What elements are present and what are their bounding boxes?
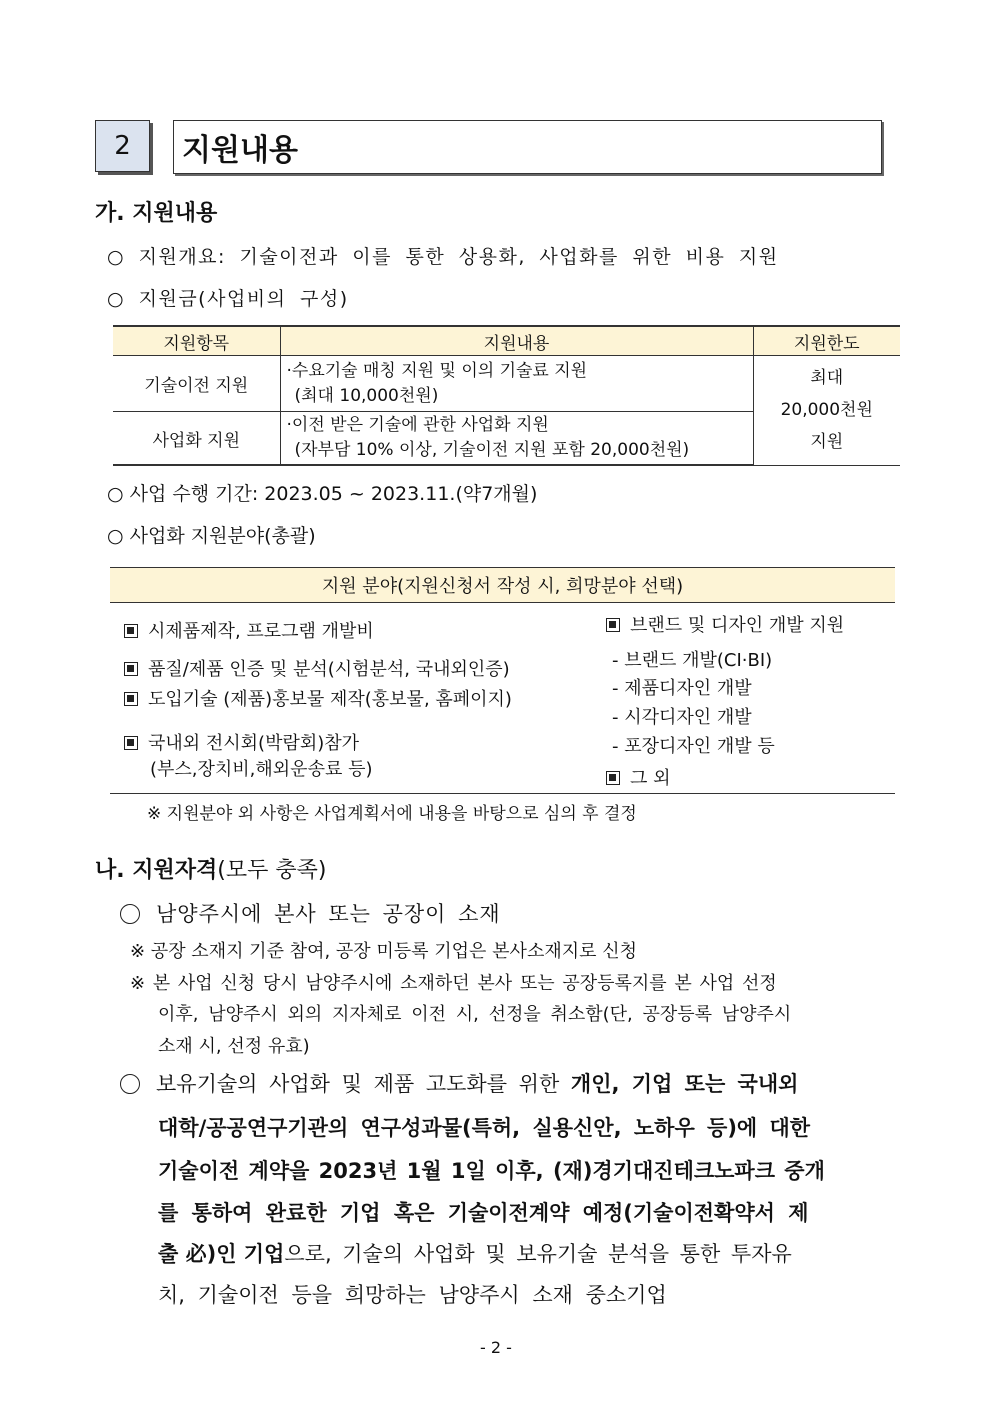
support-composition: ○ 지원금(사업비의 구성) (107, 288, 349, 310)
support-table (113, 325, 900, 466)
sub-b-heading-bold: 나. 지원자격 (95, 858, 218, 883)
table-header-content: 지원내용 (280, 326, 753, 356)
field-item (124, 655, 510, 681)
eligibility-item-2-line: 치, 기술이전 등을 희망하는 남양주시 소재 중소기업 (158, 1283, 667, 1307)
eligibility-note-2-line: 소재 시, 선정 유효) (158, 1036, 310, 1057)
project-period: ○ 사업 수행 기간: 2023.05 ~ 2023.11.(약7개월) (107, 483, 538, 505)
sub-a-heading: 가. 지원내용 (95, 201, 218, 226)
eligibility-item-2-line (158, 1238, 792, 1268)
page-number: - 2 - (480, 1338, 512, 1357)
row-item-tech-transfer: 기술이전 지원 (113, 356, 280, 412)
field-item (124, 685, 512, 711)
section-number: 2 (95, 120, 150, 172)
row-desc-commercialization (280, 412, 753, 466)
field-item-label: 브랜드 및 디자인 개발 지원 (630, 615, 845, 636)
checkbox-icon (606, 618, 620, 632)
circle-bullet-icon (120, 904, 140, 924)
circle-bullet-icon (120, 1074, 140, 1094)
row-desc-tech-transfer (280, 356, 753, 412)
eligibility-note-2-line: ※ 본 사업 신청 당시 남양주시에 소재하던 본사 또는 공장등록지를 본 사업 선정 (130, 973, 777, 994)
field-item-label: 도입기술 (제품)홍보물 제작(홍보물, 홈페이지) (148, 689, 512, 710)
eligibility-item-2-bold: 개인, 기업 또는 국내외 (570, 1072, 799, 1096)
checkbox-icon (124, 692, 138, 706)
support-overview: ○ 지원개요: 기술이전과 이를 통한 상용화, 사업화를 위한 비용 지원 (107, 246, 779, 268)
eligibility-item-2-line: 기술이전 계약을 2023년 1월 1일 이후, (재)경기대진테크노파크 중개 (158, 1159, 825, 1183)
support-fields-header: 지원 분야(지원신청서 작성 시, 희망분야 선택) (110, 567, 895, 603)
checkbox-icon (124, 662, 138, 676)
section-title-text: 지원내용 (182, 133, 298, 168)
sub-b-heading-rest: (모두 충족) (217, 858, 327, 883)
field-item (124, 617, 374, 643)
checkbox-icon (606, 771, 620, 785)
table-row (113, 356, 900, 412)
desc-line: ·수요기술 매칭 지원 및 이의 기술료 지원 (286, 360, 588, 381)
eligibility-item-2-line (120, 1068, 798, 1098)
desc-line: ·이전 받은 기술에 관한 사업화 지원 (286, 415, 549, 435)
support-table-header (113, 326, 900, 356)
support-limit-cell (753, 356, 900, 466)
field-subitem: - 제품디자인 개발 (612, 678, 752, 699)
eligibility-note-1: ※ 공장 소재지 기준 참여, 공장 미등록 기업은 본사소재지로 신청 (130, 941, 637, 962)
fields-note: ※ 지원분야 외 사항은 사업계획서에 내용을 바탕으로 심의 후 결정 (147, 804, 637, 824)
field-item-brand (606, 611, 844, 637)
field-item-label: 그 외 (630, 768, 671, 789)
eligibility-item-2-text: 보유기술의 사업화 및 제품 고도화를 위한 (156, 1072, 571, 1096)
eligibility-item-2-line: 대학/공공연구기관의 연구성과물(특허, 실용신안, 노하우 등)에 대한 (158, 1116, 811, 1140)
eligibility-item-1-text: 남양주시에 본사 또는 공장이 소재 (156, 902, 501, 926)
desc-line: (자부담 10% 이상, 기술이전 지원 포함 20,000천원) (294, 440, 690, 460)
table-header-item: 지원항목 (113, 326, 280, 356)
eligibility-item-1 (120, 898, 501, 928)
eligibility-item-2-line: 를 통하여 완료한 기업 혹은 기술이전계약 예정(기술이전확약서 제 (158, 1201, 809, 1225)
limit-line: 20,000천원 (780, 400, 873, 421)
limit-line: 최대 (810, 368, 844, 389)
field-subitem: - 브랜드 개발(CI·BI) (612, 650, 773, 671)
field-item (124, 729, 359, 755)
field-item-label: 시제품제작, 프로그램 개발비 (148, 621, 374, 642)
eligibility-note-2-line: 이후, 남양주시 외의 지자체로 이전 시, 선정을 취소함(단, 공장등록 남양주시 (158, 1004, 792, 1025)
eligibility-item-2-bold: 출 必)인 기업 (158, 1242, 285, 1266)
field-item-other (606, 764, 671, 790)
fields-bottom-rule (110, 793, 895, 794)
field-item-label: 국내외 전시회(박람회)참가 (148, 733, 360, 754)
eligibility-item-2-text: 으로, 기술의 사업화 및 보유기술 분석을 통한 투자유 (284, 1242, 792, 1266)
table-header-limit: 지원한도 (753, 326, 900, 356)
limit-line: 지원 (810, 432, 844, 453)
field-item-sub: (부스,장치비,해외운송료 등) (150, 759, 373, 780)
field-item-label: 품질/제품 인증 및 분석(시험분석, 국내외인증) (148, 659, 510, 680)
checkbox-icon (124, 624, 138, 638)
sub-b-heading (95, 853, 326, 884)
field-subitem: - 시각디자인 개발 (612, 707, 752, 728)
field-subitem: - 포장디자인 개발 등 (612, 736, 775, 757)
support-fields-box (110, 567, 895, 795)
fields-label: ○ 사업화 지원분야(총괄) (107, 525, 316, 547)
section-title (173, 120, 882, 174)
desc-line: (최대 10,000천원) (294, 385, 439, 406)
row-item-commercialization: 사업화 지원 (113, 412, 280, 466)
checkbox-icon (124, 736, 138, 750)
